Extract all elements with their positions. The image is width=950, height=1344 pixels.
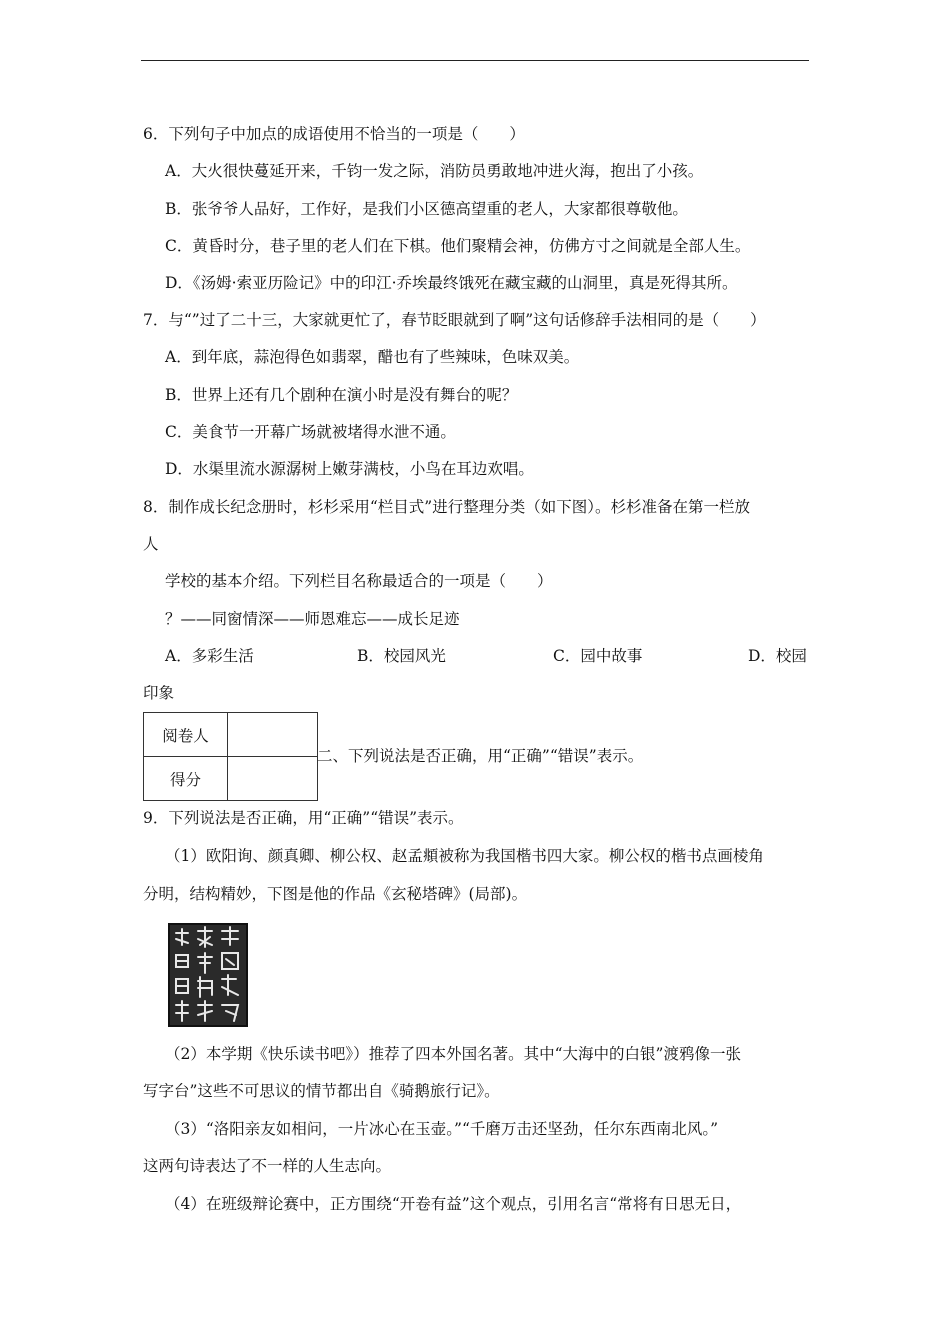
grader-cell: [228, 713, 318, 757]
q8-columns-line: ？——同窗情深——师恩难忘——成长足迹: [165, 610, 460, 628]
q9-stem: 9．下列说法是否正确，用“正确”“错误”表示。: [143, 809, 464, 827]
q7-option-b: B．世界上还有几个剧种在演小时是没有舞台的呢？: [165, 386, 518, 404]
section2-heading: 二、下列说法是否正确，用“正确”“错误”表示。: [317, 747, 644, 765]
q8-stem-line1: 8．制作成长纪念册时，杉杉采用“栏目式”进行整理分类（如下图）。杉杉准备在第一栏放: [143, 498, 750, 516]
score-table: [143, 712, 318, 801]
score-label: 得分: [144, 757, 228, 801]
q8-stem-line2: 人: [143, 535, 159, 553]
q7-stem: 7．与“”过了二十三，大家就更忙了，春节眨眼就到了啊”这句话修辞手法相同的是（ ）: [143, 311, 766, 329]
header-rule: [141, 60, 809, 61]
q8-option-d: D．校园: [748, 647, 807, 665]
q6-option-a: A．大火很快蔓延开来，千钧一发之际，消防员勇敢地冲进火海，抱出了小孩。: [165, 162, 704, 180]
q6-option-c: C．黄昏时分，巷子里的老人们在下棋。他们聚精会神，仿佛方寸之间就是全部人生。: [165, 237, 751, 255]
q6-option-d: D．《汤姆·索亚历险记》中的印江·乔埃最终饿死在藏宝藏的山洞里，真是死得其所。: [165, 274, 738, 292]
grader-label: 阅卷人: [144, 713, 228, 757]
q6-stem: 6．下列句子中加点的成语使用不恰当的一项是（ ）: [143, 125, 525, 143]
calligraphy-strokes: [170, 925, 246, 1025]
q8-option-c: C．园中故事: [553, 647, 643, 665]
q7-option-c: C．美食节一开幕广场就被堵得水泄不通。: [165, 423, 456, 441]
score-cell: [228, 757, 318, 801]
q9-item3-line2: 这两句诗表达了不一样的人生志向。: [143, 1157, 392, 1175]
q9-item1-line1: （1）欧阳询、颜真卿、柳公权、赵孟頫被称为我国楷书四大家。柳公权的楷书点画棱角: [165, 847, 764, 865]
q9-item1-line2: 分明，结构精妙，下图是他的作品《玄秘塔碑》(局部)。: [143, 885, 528, 903]
q7-option-a: A．到年底，蒜泡得色如翡翠，醋也有了些辣味，色味双美。: [165, 348, 580, 366]
q9-item2-line2: 写字台”这些不可思议的情节都出自《骑鹅旅行记》。: [143, 1082, 500, 1100]
calligraphy-rubbing-image: [168, 923, 248, 1027]
q9-item3-line1: （3）“洛阳亲友如相问，一片冰心在玉壶。”“千磨万击还坚劲，任尔东西南北风。”: [165, 1120, 719, 1138]
q9-item2-line1: （2）本学期《快乐读书吧》）推荐了四本外国名著。其中“大海中的白银”渡鸦像一张: [165, 1045, 741, 1063]
q8-stem-line3: 学校的基本介绍。下列栏目名称最适合的一项是（ ）: [165, 572, 553, 590]
q9-item4-line1: （4）在班级辩论赛中，正方围绕“开卷有益”这个观点，引用名言“常将有日思无日，: [165, 1195, 742, 1213]
q8-option-b: B．校园风光: [357, 647, 446, 665]
q7-option-d: D．水渠里流水源潺树上嫩芽满枝，小鸟在耳边欢唱。: [165, 460, 534, 478]
q8-option-a: A．多彩生活: [165, 647, 254, 665]
q8-option-d-wrap: 印象: [143, 684, 175, 702]
q6-option-b: B．张爷爷人品好，工作好，是我们小区德高望重的老人，大家都很尊敬他。: [165, 200, 688, 218]
